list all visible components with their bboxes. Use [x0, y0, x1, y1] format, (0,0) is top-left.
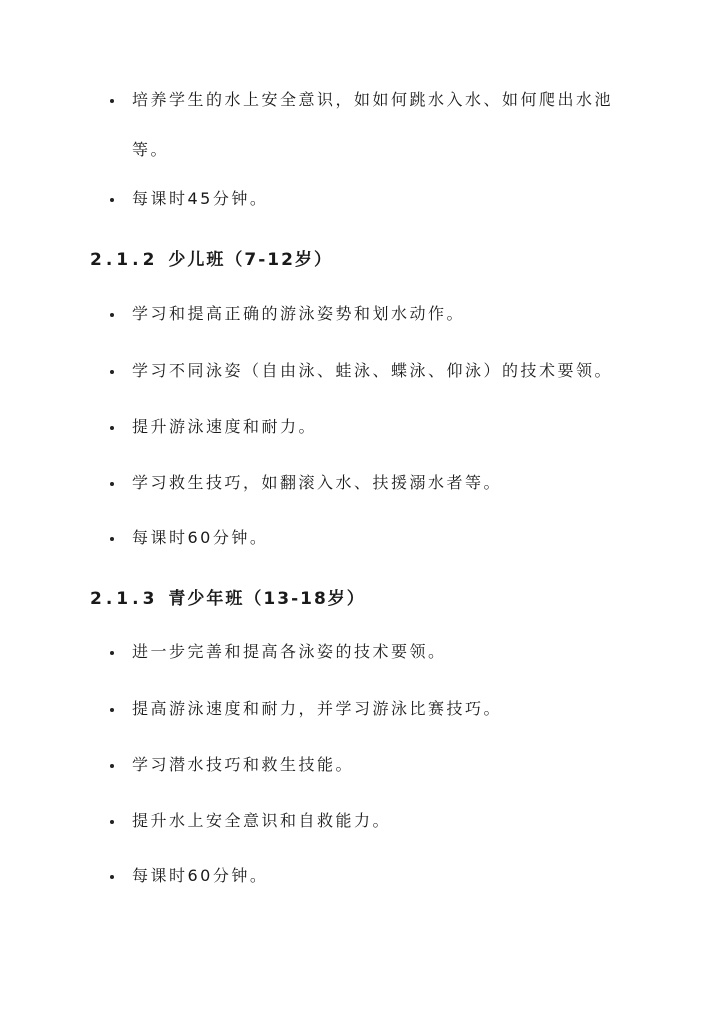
bullet-icon [110, 875, 114, 879]
list-item-text: 提升游泳速度和耐力。 [132, 417, 318, 436]
section-number: 2.1.3 [90, 589, 159, 609]
bullet-icon [110, 426, 114, 430]
bullet-icon [110, 482, 114, 486]
list-item-text: 每课时60分钟。 [132, 866, 269, 885]
list-item-text: 每课时45分钟。 [132, 189, 269, 208]
list-item-text: 学习潜水技巧和救生技能。 [132, 755, 355, 774]
bullet-icon [110, 99, 114, 103]
bullet-icon [110, 198, 114, 202]
list-item-text: 学习救生技巧，如翻滚入水、扶援溺水者等。 [132, 473, 503, 492]
list-item-text: 培养学生的水上安全意识，如如何跳水入水、如何爬出水池等。 [132, 90, 614, 159]
list-item-text: 进一步完善和提高各泳姿的技术要领。 [132, 642, 447, 661]
section-title: 青少年班（13-18岁） [168, 589, 366, 609]
section-heading [90, 245, 333, 270]
bullet-icon [110, 651, 114, 655]
bullet-icon [110, 708, 114, 712]
list-item-text: 提高游泳速度和耐力，并学习游泳比赛技巧。 [132, 699, 503, 718]
section-heading [90, 584, 366, 609]
section-number: 2.1.2 [90, 250, 159, 270]
bullet-icon [110, 764, 114, 768]
bullet-icon [110, 537, 114, 541]
list-item-text: 提升水上安全意识和自救能力。 [132, 811, 392, 830]
list-item-text: 每课时60分钟。 [132, 528, 269, 547]
bullet-icon [110, 370, 114, 374]
list-item-text: 学习不同泳姿（自由泳、蛙泳、蝶泳、仰泳）的技术要领。 [132, 361, 614, 380]
section-title: 少儿班（7-12岁） [168, 250, 333, 270]
bullet-icon [110, 820, 114, 824]
list-item-text: 学习和提高正确的游泳姿势和划水动作。 [132, 304, 466, 323]
bullet-icon [110, 313, 114, 317]
